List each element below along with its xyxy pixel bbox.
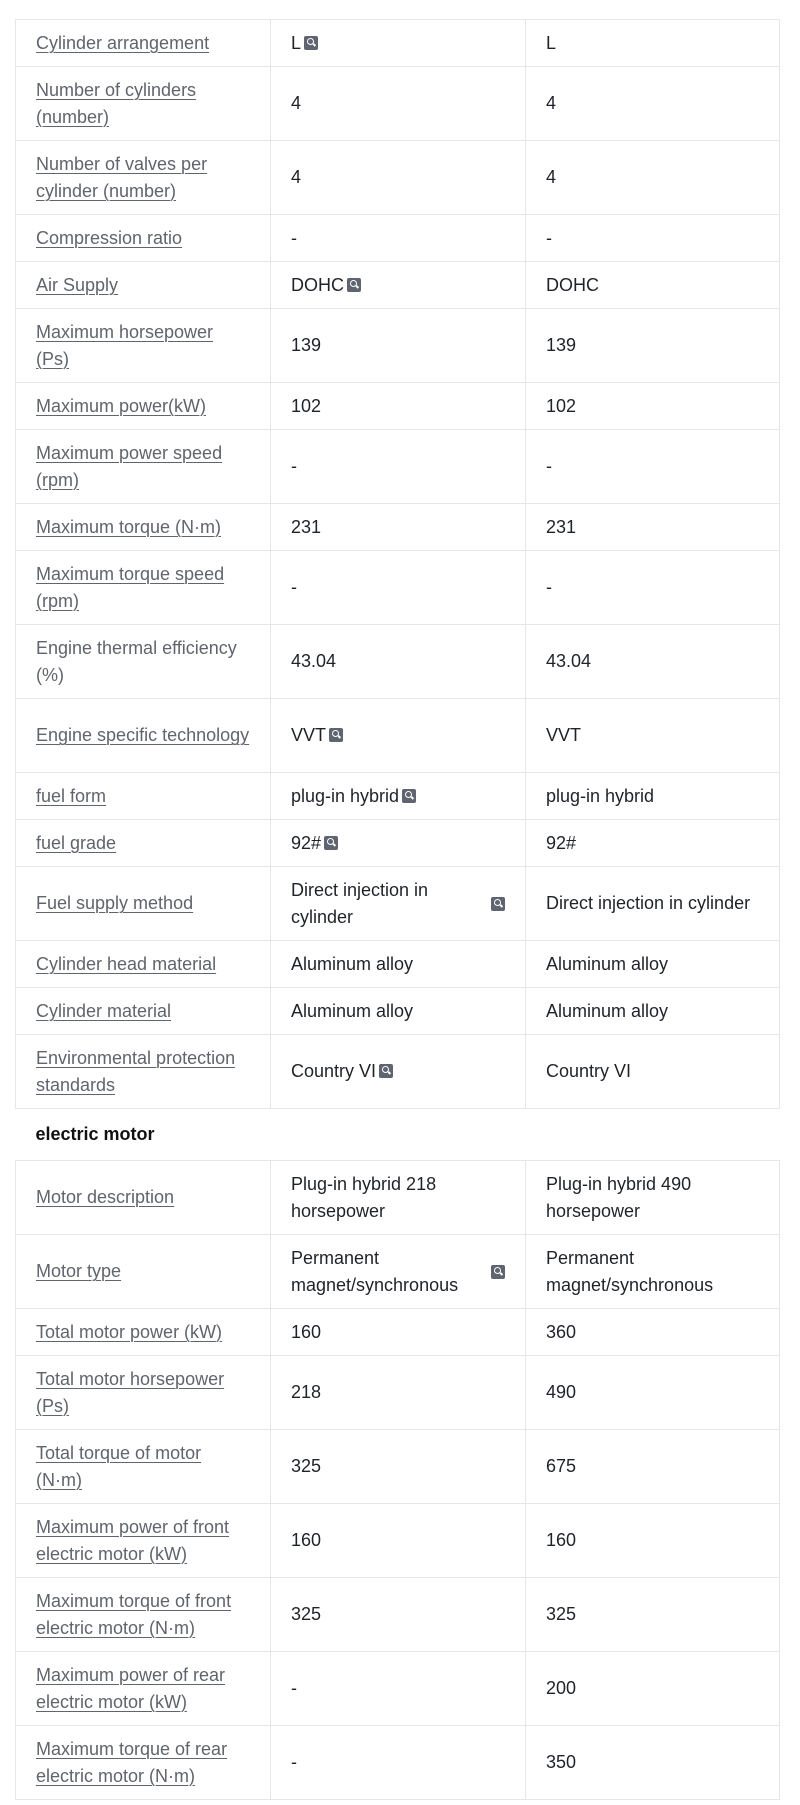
spec-label-cell <box>16 867 271 941</box>
motor-section-header <box>16 1109 780 1161</box>
spec-label-cell <box>16 773 271 820</box>
spec-label-link[interactable]: Engine specific technology <box>36 725 250 745</box>
spec-row-maximum-power-of-front-electric-motor-kw <box>16 1504 780 1578</box>
spec-value-cell-2 <box>526 988 780 1035</box>
spec-value: 325 <box>291 1456 322 1476</box>
spec-value: - <box>546 456 552 476</box>
spec-label-link[interactable]: Motor description <box>36 1187 175 1207</box>
motor-section <box>16 1161 780 1800</box>
spec-label-link[interactable]: Fuel supply method <box>36 893 194 913</box>
spec-value: 231 <box>291 516 322 537</box>
spec-label-cell <box>16 551 271 625</box>
spec-value: Aluminum alloy <box>291 953 414 974</box>
spec-value: L <box>291 32 302 53</box>
spec-label-link[interactable]: Air Supply <box>36 274 119 295</box>
spec-label-cell <box>16 1356 271 1430</box>
spec-label-link[interactable]: Maximum torque speed (rpm) <box>36 563 225 611</box>
spec-value: Plug-in hybrid 490 horsepower <box>546 1173 692 1221</box>
spec-label-cell <box>16 625 271 699</box>
spec-row-compression-ratio <box>16 215 780 262</box>
spec-value: 139 <box>291 335 322 355</box>
spec-value-cell-1 <box>271 941 526 988</box>
spec-value: 200 <box>546 1678 577 1698</box>
spec-value-cell-1 <box>271 67 526 141</box>
spec-row-total-torque-of-motor-n-m <box>16 1430 780 1504</box>
spec-value-cell-1 <box>271 1726 526 1800</box>
spec-row-engine-specific-technology <box>16 699 780 773</box>
spec-row-number-of-valves-per-cylinder-number <box>16 141 780 215</box>
search-icon[interactable] <box>347 278 361 292</box>
spec-value: 218 <box>291 1382 322 1402</box>
spec-value-cell-2 <box>526 141 780 215</box>
spec-label-link[interactable]: Maximum torque of front electric motor (N·m) <box>36 1590 232 1638</box>
spec-row-fuel-grade <box>16 820 780 867</box>
spec-row-cylinder-material <box>16 988 780 1035</box>
spec-value: 92# <box>546 832 577 853</box>
spec-row-total-motor-power-kw <box>16 1309 780 1356</box>
spec-value: Country VI <box>546 1061 632 1081</box>
search-icon[interactable] <box>329 728 343 742</box>
spec-label-cell <box>16 383 271 430</box>
spec-label-link[interactable]: Total motor horsepower (Ps) <box>36 1368 225 1416</box>
spec-value: - <box>291 1752 297 1772</box>
spec-label-link[interactable]: Maximum power of front electric motor (kW) <box>36 1516 230 1564</box>
spec-value-cell-2 <box>526 1356 780 1430</box>
spec-row-maximum-torque-n-m <box>16 504 780 551</box>
spec-value: 43.04 <box>546 651 592 671</box>
spec-label-link[interactable]: Total motor power (kW) <box>36 1321 223 1342</box>
spec-label-cell <box>16 67 271 141</box>
spec-value-cell-2 <box>526 1309 780 1356</box>
spec-value: 350 <box>546 1752 577 1772</box>
spec-value: Direct injection in cylinder <box>291 879 429 927</box>
search-icon[interactable] <box>491 1265 505 1279</box>
spec-label-link[interactable]: fuel grade <box>36 832 117 853</box>
spec-label-link[interactable]: Maximum power(kW) <box>36 395 207 416</box>
spec-value-cell-2 <box>526 867 780 941</box>
spec-value: 139 <box>546 335 577 355</box>
spec-value: 102 <box>291 395 322 416</box>
spec-value-cell-2 <box>526 1504 780 1578</box>
spec-value: Permanent magnet/synchronous <box>546 1247 714 1295</box>
spec-row-maximum-torque-of-rear-electric-motor-n-m <box>16 1726 780 1800</box>
spec-value: 4 <box>291 167 302 187</box>
spec-value: L <box>546 32 557 53</box>
spec-value-cell-1 <box>271 820 526 867</box>
spec-value-cell-2 <box>526 1652 780 1726</box>
spec-row-total-motor-horsepower-ps <box>16 1356 780 1430</box>
spec-value: Plug-in hybrid 218 horsepower <box>291 1173 437 1221</box>
spec-label-cell <box>16 1161 271 1235</box>
spec-value-cell-1 <box>271 773 526 820</box>
spec-value: 360 <box>546 1321 577 1342</box>
spec-label-cell <box>16 1652 271 1726</box>
spec-label-link[interactable]: Cylinder arrangement <box>36 32 210 53</box>
spec-value-cell-1 <box>271 625 526 699</box>
spec-value: DOHC <box>546 274 599 295</box>
spec-value-cell-2 <box>526 551 780 625</box>
spec-value-cell-1 <box>271 699 526 773</box>
spec-value: DOHC <box>291 274 344 295</box>
spec-label-cell <box>16 1578 271 1652</box>
spec-value: 102 <box>546 395 577 416</box>
spec-value-cell-1 <box>271 1504 526 1578</box>
spec-value-cell-2 <box>526 1235 780 1309</box>
spec-label-link[interactable]: Number of valves per cylinder (number) <box>36 153 208 201</box>
spec-value-cell-2 <box>526 215 780 262</box>
spec-value: 160 <box>291 1321 322 1342</box>
spec-label-cell <box>16 699 271 773</box>
spec-label-cell <box>16 1504 271 1578</box>
spec-value: 43.04 <box>291 651 337 671</box>
spec-value: - <box>291 227 297 248</box>
spec-value-cell-2 <box>526 625 780 699</box>
spec-value: 675 <box>546 1456 577 1476</box>
search-icon[interactable] <box>402 789 416 803</box>
spec-value-cell-2 <box>526 383 780 430</box>
spec-label-link[interactable]: Compression ratio <box>36 227 183 248</box>
spec-value: 4 <box>546 93 557 113</box>
spec-value: - <box>291 577 297 597</box>
spec-value-cell-2 <box>526 820 780 867</box>
spec-row-number-of-cylinders-number <box>16 67 780 141</box>
spec-value-cell-1 <box>271 867 526 941</box>
spec-label-link[interactable]: Cylinder material <box>36 1000 172 1021</box>
spec-value-cell-1 <box>271 141 526 215</box>
spec-value: Aluminum alloy <box>546 1000 669 1021</box>
search-icon[interactable] <box>324 836 338 850</box>
spec-label-cell <box>16 504 271 551</box>
spec-value-cell-1 <box>271 1430 526 1504</box>
spec-value-cell-1 <box>271 215 526 262</box>
search-icon[interactable] <box>304 36 318 50</box>
spec-row-motor-type <box>16 1235 780 1309</box>
spec-label-link[interactable]: Cylinder head material <box>36 953 217 974</box>
spec-label-cell <box>16 430 271 504</box>
spec-value: 4 <box>546 167 557 187</box>
spec-value-cell-1 <box>271 383 526 430</box>
spec-value-cell-1 <box>271 1356 526 1430</box>
spec-row-maximum-power-kw <box>16 383 780 430</box>
spec-row-maximum-horsepower-ps <box>16 309 780 383</box>
spec-label-cell <box>16 988 271 1035</box>
spec-value-cell-1 <box>271 430 526 504</box>
spec-value-cell-2 <box>526 430 780 504</box>
spec-label-link[interactable]: Total torque of motor (N·m) <box>36 1442 202 1490</box>
spec-value: - <box>546 227 552 248</box>
spec-row-engine-thermal-efficiency <box>16 625 780 699</box>
spec-label-cell <box>16 262 271 309</box>
spec-row-maximum-power-speed-rpm <box>16 430 780 504</box>
spec-value: 160 <box>546 1530 577 1550</box>
spec-label-link[interactable]: Environmental protection standards <box>36 1047 236 1095</box>
spec-row-maximum-torque-speed-rpm <box>16 551 780 625</box>
spec-label-cell <box>16 1726 271 1800</box>
spec-value-cell-2 <box>526 262 780 309</box>
spec-table-grid <box>15 19 780 1800</box>
spec-value: 92# <box>291 832 322 853</box>
spec-row-motor-description <box>16 1161 780 1235</box>
spec-table <box>15 19 779 1800</box>
spec-value: Aluminum alloy <box>546 953 669 974</box>
spec-value: - <box>291 1678 297 1698</box>
spec-value: VVT <box>546 725 582 745</box>
search-icon[interactable] <box>379 1064 393 1078</box>
spec-value-cell-2 <box>526 1578 780 1652</box>
spec-value-cell-2 <box>526 699 780 773</box>
section-title: electric motor <box>16 1109 780 1161</box>
spec-value: 231 <box>546 516 577 537</box>
spec-row-air-supply <box>16 262 780 309</box>
spec-value: Aluminum alloy <box>291 1000 414 1021</box>
spec-value: 490 <box>546 1382 577 1402</box>
spec-row-cylinder-head-material <box>16 941 780 988</box>
spec-label-link[interactable]: Maximum power speed (rpm) <box>36 442 223 490</box>
spec-value-cell-2 <box>526 1726 780 1800</box>
spec-label-link[interactable]: Maximum power of rear electric motor (kW) <box>36 1664 226 1712</box>
spec-label-cell <box>16 1235 271 1309</box>
spec-label-link[interactable]: Motor type <box>36 1261 122 1281</box>
spec-value-cell-1 <box>271 262 526 309</box>
spec-value: Country VI <box>291 1061 377 1081</box>
spec-value-cell-2 <box>526 67 780 141</box>
spec-value: 325 <box>546 1604 577 1624</box>
spec-label-link[interactable]: Maximum horsepower (Ps) <box>36 321 214 369</box>
spec-value: Direct injection in cylinder <box>546 893 751 913</box>
spec-label-cell <box>16 941 271 988</box>
spec-row-fuel-supply-method <box>16 867 780 941</box>
spec-value-cell-2 <box>526 504 780 551</box>
spec-value: plug-in hybrid <box>291 785 400 806</box>
spec-value-cell-2 <box>526 941 780 988</box>
spec-value-cell-2 <box>526 1161 780 1235</box>
spec-value-cell-1 <box>271 1309 526 1356</box>
search-icon[interactable] <box>491 897 505 911</box>
spec-value: plug-in hybrid <box>546 785 655 806</box>
spec-value: VVT <box>291 725 327 745</box>
spec-row-cylinder-arrangement <box>16 20 780 67</box>
spec-value-cell-2 <box>526 773 780 820</box>
spec-value: - <box>291 456 297 476</box>
spec-value-cell-2 <box>526 1430 780 1504</box>
spec-value-cell-1 <box>271 1652 526 1726</box>
spec-row-maximum-power-of-rear-electric-motor-kw <box>16 1652 780 1726</box>
spec-label-cell <box>16 309 271 383</box>
spec-label-link[interactable]: Number of cylinders (number) <box>36 79 197 127</box>
spec-value-cell-1 <box>271 309 526 383</box>
spec-value-cell-1 <box>271 504 526 551</box>
spec-value-cell-1 <box>271 988 526 1035</box>
spec-label-cell <box>16 1035 271 1109</box>
spec-value-cell-2 <box>526 1035 780 1109</box>
spec-value: 325 <box>291 1604 322 1624</box>
spec-label-link[interactable]: Maximum torque of rear electric motor (N·m) <box>36 1738 228 1786</box>
spec-value: 4 <box>291 93 302 113</box>
spec-value: Permanent magnet/synchronous <box>291 1247 459 1295</box>
spec-value-cell-1 <box>271 20 526 67</box>
spec-value-cell-1 <box>271 551 526 625</box>
spec-row-environmental-protection-standards <box>16 1035 780 1109</box>
spec-label-cell <box>16 1430 271 1504</box>
spec-value-cell-1 <box>271 1235 526 1309</box>
spec-label-cell <box>16 141 271 215</box>
spec-value-cell-2 <box>526 20 780 67</box>
spec-value: 160 <box>291 1530 322 1550</box>
spec-value-cell-1 <box>271 1578 526 1652</box>
spec-value-cell-1 <box>271 1161 526 1235</box>
spec-label-cell <box>16 20 271 67</box>
spec-label-text: Engine thermal efficiency (%) <box>36 637 237 685</box>
spec-label-cell <box>16 820 271 867</box>
spec-value-cell-1 <box>271 1035 526 1109</box>
spec-row-maximum-torque-of-front-electric-motor-n-m <box>16 1578 780 1652</box>
spec-label-link[interactable]: fuel form <box>36 785 107 806</box>
spec-label-cell <box>16 1309 271 1356</box>
spec-label-cell <box>16 215 271 262</box>
engine-section <box>16 20 780 1109</box>
spec-value-cell-2 <box>526 309 780 383</box>
spec-label-link[interactable]: Maximum torque (N·m) <box>36 516 222 537</box>
spec-value: - <box>546 577 552 597</box>
spec-row-fuel-form <box>16 773 780 820</box>
